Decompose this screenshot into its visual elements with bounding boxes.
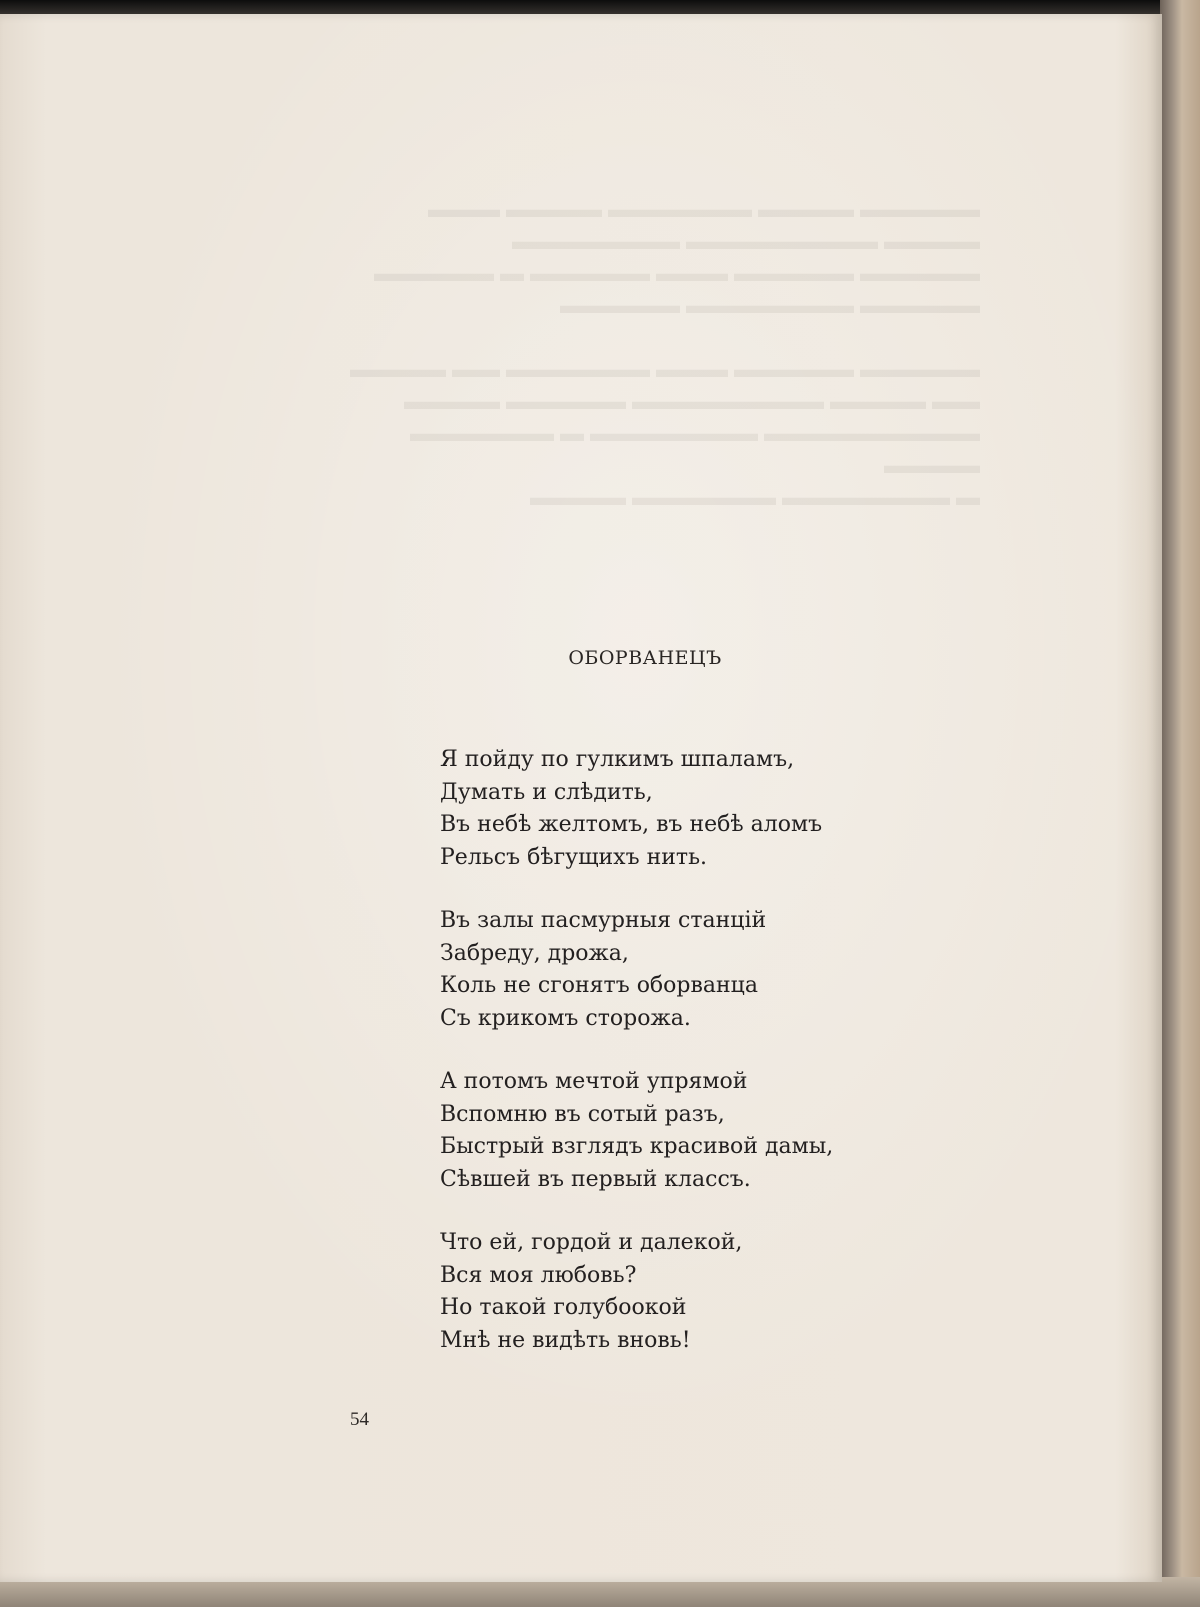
- poem-line: Мнѣ не видѣть вновь!: [440, 1327, 691, 1353]
- poem-line: Рельсъ бѣгущихъ нить.: [440, 844, 708, 870]
- poem-line: Что ей, гордой и далекой,: [440, 1230, 743, 1255]
- poem-line: Забреду, дрожа,: [440, 940, 629, 966]
- poem-line: Но такой голубоокой: [440, 1295, 687, 1320]
- poem-title: ОБОРВАНЕЦЪ: [568, 647, 722, 669]
- book-spine-edge: [1160, 0, 1200, 1607]
- poem-line: Сѣвшей въ первый классъ.: [440, 1166, 751, 1192]
- stanza-2: [440, 905, 833, 1035]
- poem-line: Думать и слѣдить,: [440, 779, 653, 805]
- page-paper: [0, 14, 1162, 1582]
- poem-line: Коль не сгонятъ оборванца: [440, 973, 758, 998]
- stanza-1: [440, 744, 833, 874]
- poem-body: [440, 744, 833, 1388]
- show-through-texture: ▬▬▬▬▬ ▬▬▬▬ ▬▬▬▬▬▬ ▬▬▬▬ ▬▬▬ ▬▬▬▬ ▬▬▬▬▬▬▬▬ ▬▬▬▬▬▬▬ ▬▬▬▬▬ ▬▬▬▬▬ ▬▬▬ ▬▬▬▬▬ ▬ ▬▬▬▬▬ ▬▬▬▬▬ ▬▬▬▬▬▬▬ ▬▬▬▬▬ ▬▬▬▬▬ ▬▬▬▬▬ ▬▬▬ ▬▬▬▬▬▬ ▬▬ ▬▬▬▬ ▬▬ ▬▬▬▬ ▬▬▬▬▬▬▬▬ ▬▬▬▬▬ ▬▬▬▬ ▬▬▬▬▬▬▬▬▬ ▬▬▬▬▬▬▬ ▬ ▬▬▬▬▬▬ ▬▬▬▬ ▬ ▬▬▬▬▬▬▬ ▬▬▬▬▬▬ ▬▬▬▬: [350, 197, 980, 511]
- poem-line: Вспомню въ сотый разъ,: [440, 1101, 725, 1127]
- poem-line: Я пойду по гулкимъ шпаламъ,: [440, 747, 795, 772]
- page-number: 54: [350, 1409, 369, 1430]
- poem-line: Въ залы пасмурныя станцій: [440, 908, 767, 933]
- poem-line: Съ крикомъ сторожа.: [440, 1005, 691, 1031]
- poem-line: Быстрый взглядъ красивой дамы,: [440, 1134, 834, 1159]
- poem-line: А потомъ мечтой упрямой: [440, 1069, 748, 1094]
- poem-line: Въ небѣ желтомъ, въ небѣ аломъ: [440, 812, 823, 837]
- stanza-4: [440, 1227, 833, 1357]
- stanza-3: [440, 1066, 833, 1196]
- poem-line: Вся моя любовь?: [440, 1262, 637, 1288]
